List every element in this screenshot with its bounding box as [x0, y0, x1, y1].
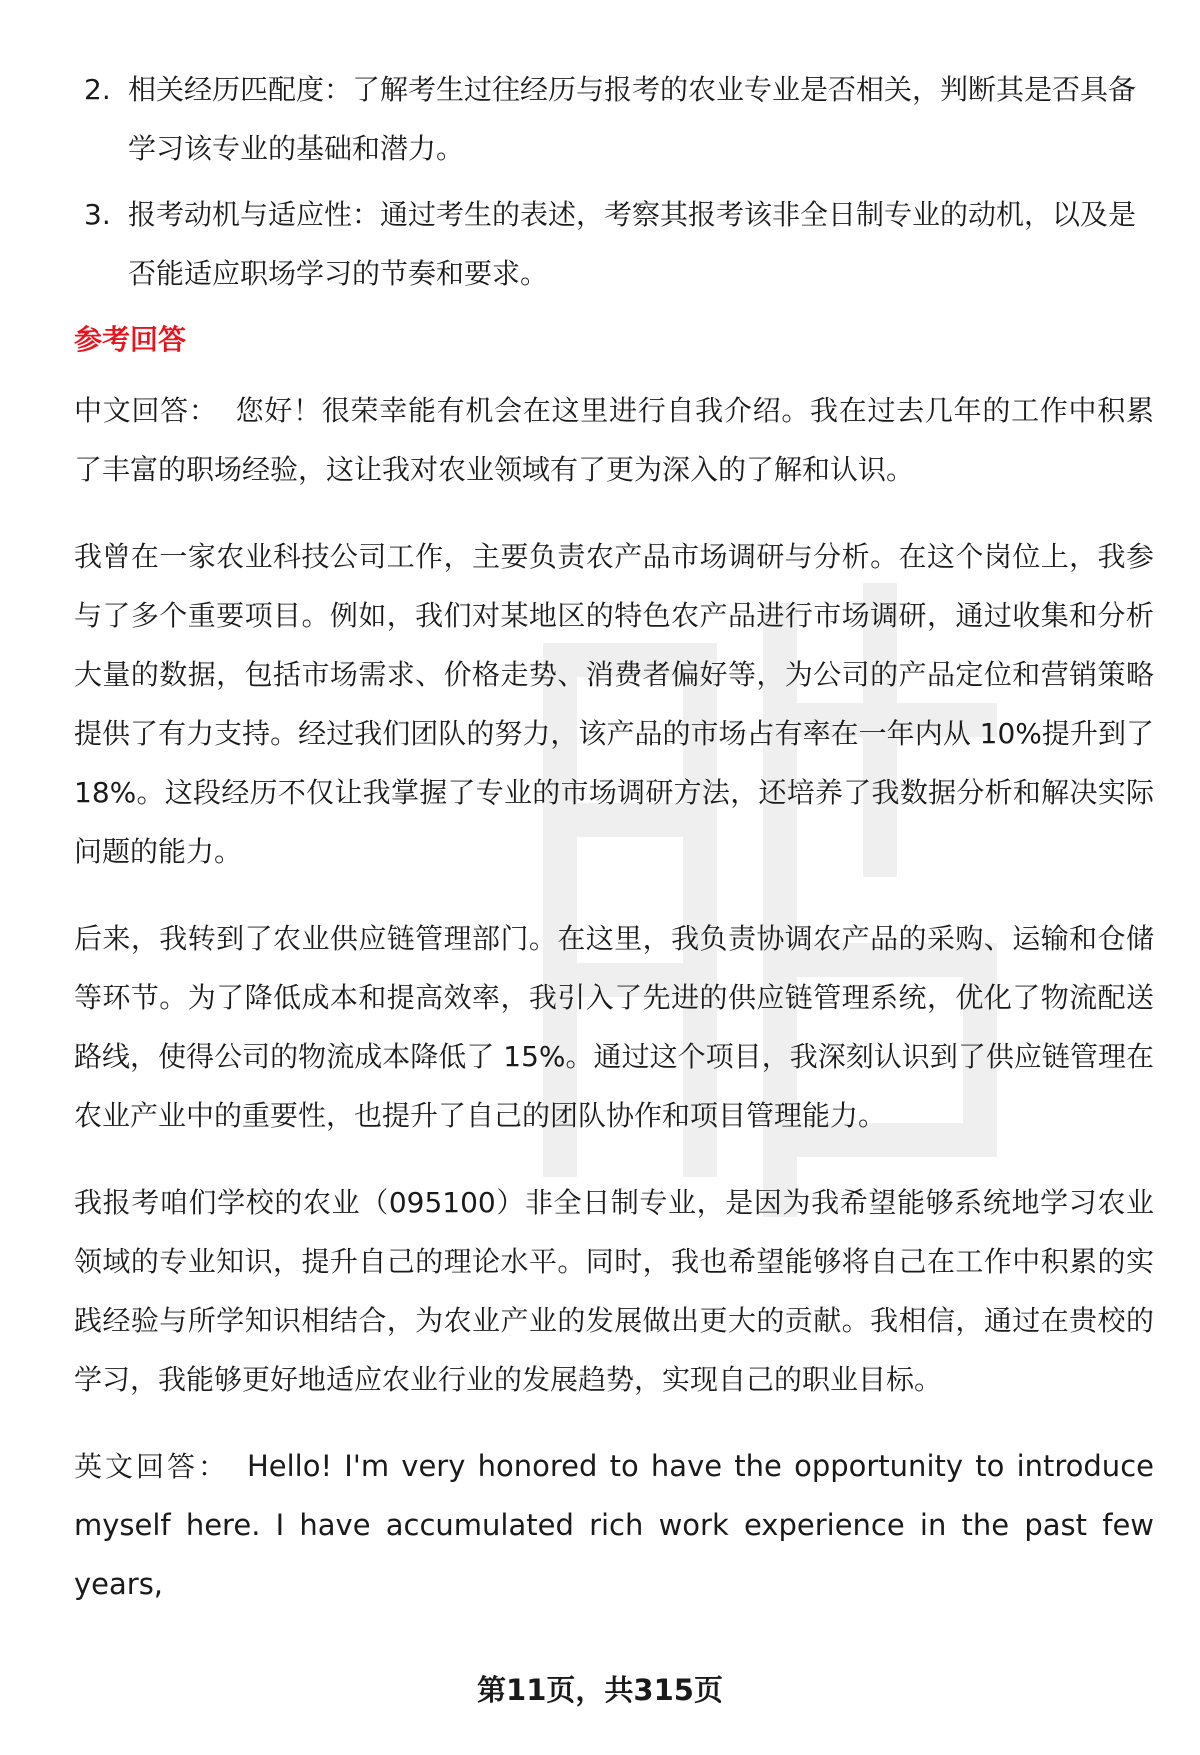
- list-item: [74, 185, 1154, 303]
- chinese-answer-text: 您好！很荣幸能有机会在这里进行自我介绍。我在过去几年的工作中积累了丰富的职场经验，这让我对农业领域有了更为深入的了解和认识。: [74, 394, 1154, 486]
- experience-paragraph-2: 后来，我转到了农业供应链管理部门。在这里，我负责协调农产品的采购、运输和仓储等环节。为了降低成本和提高效率，我引入了先进的供应链管理系统，优化了物流配送路线，使得公司的物流成本降低了 15%。通过这个项目，我深刻认识到了供应链管理在农业产业中的重要性，也提升了自己的团队协作和项目管理能力。: [74, 922, 1154, 1132]
- list-text: 相关经历匹配度：了解考生过往经历与报考的农业专业是否相关，判断其是否具备学习该专业的基础和潜力。: [128, 73, 1137, 165]
- chinese-answer-label: 中文回答：: [74, 394, 218, 427]
- english-answer-text: Hello! I'm very honored to have the opportunity to introduce myself here. I have accumulated rich work experience in the past few years,: [74, 1449, 1154, 1601]
- criteria-list: [74, 60, 1154, 303]
- list-text: 报考动机与适应性：通过考生的表述，考察其报考该非全日制专业的动机，以及是否能适应职场学习的节奏和要求。: [128, 198, 1137, 290]
- list-number: 3.: [84, 198, 111, 231]
- motivation-paragraph: 我报考咱们学校的农业（095100）非全日制专业，是因为我希望能够系统地学习农业领域的专业知识，提升自己的理论水平。同时，我也希望能够将自己在工作中积累的实践经验与所学知识相结合，为农业产业的发展做出更大的贡献。我相信，通过在贵校的学习，我能够更好地适应农业行业的发展趋势，实现自己的职业目标。: [74, 1186, 1154, 1396]
- section-heading: 参考回答: [74, 323, 187, 356]
- list-number: 2.: [84, 73, 111, 106]
- english-answer-label: 英文回答：: [74, 1450, 229, 1483]
- document-page: [74, 60, 1154, 1642]
- page-footer: 第11页，共315页: [477, 1673, 723, 1707]
- experience-paragraph-1: 我曾在一家农业科技公司工作，主要负责农产品市场调研与分析。在这个岗位上，我参与了多个重要项目。例如，我们对某地区的特色农产品进行市场调研，通过收集和分析大量的数据，包括市场需求、价格走势、消费者偏好等，为公司的产品定位和营销策略提供了有力支持。经过我们团队的努力，该产品的市场占有率在一年内从 10%提升到了 18%。这段经历不仅让我掌握了专业的市场调研方法，还培养了我数据分析和解决实际问题的能力。: [74, 540, 1154, 868]
- chinese-answer-paragraph: [74, 381, 1154, 499]
- english-answer-paragraph: [74, 1437, 1154, 1614]
- list-item: [74, 60, 1154, 178]
